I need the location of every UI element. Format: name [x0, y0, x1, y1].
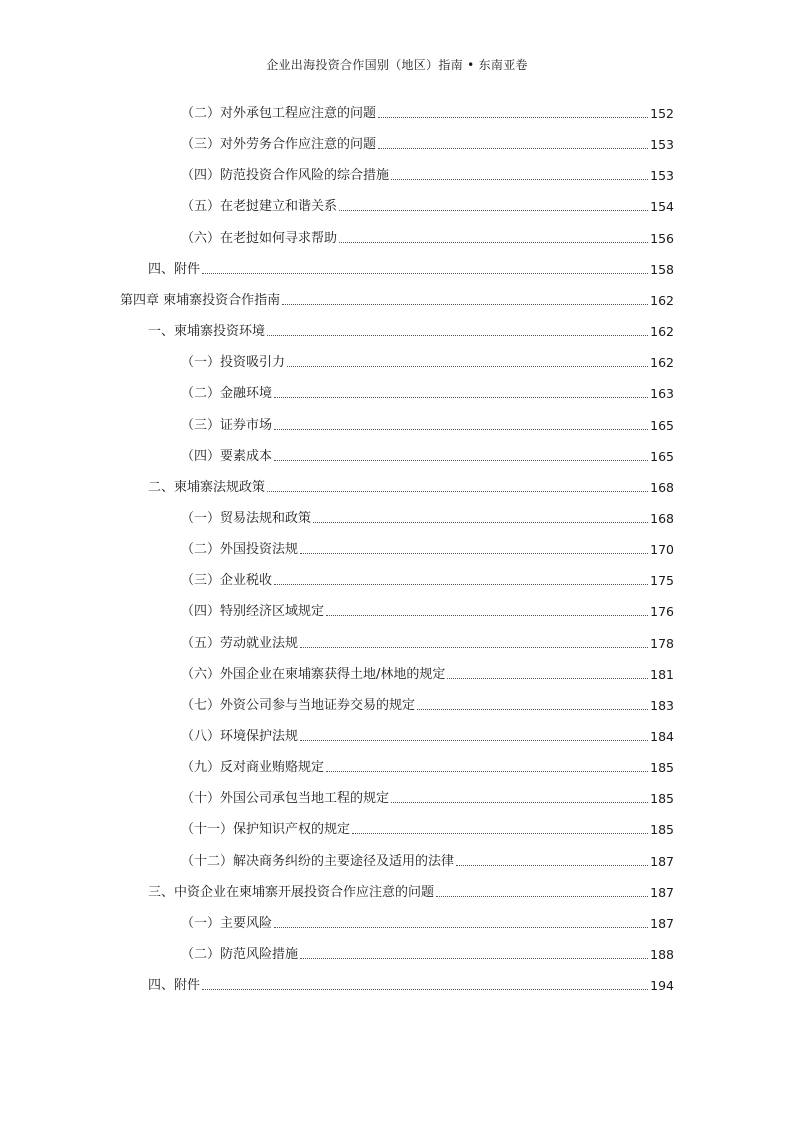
toc-entry-page-number: 175: [650, 573, 674, 589]
dot-leader: [274, 584, 648, 585]
toc-entry-page-number: 152: [650, 106, 674, 121]
toc-entry[interactable]: [0, 538, 674, 558]
toc-entry[interactable]: [0, 787, 674, 807]
dot-leader: [274, 927, 648, 928]
dot-leader: [339, 210, 648, 211]
toc-entry-title: 三、中资企业在柬埔寨开展投资合作应注意的问题: [148, 884, 435, 900]
dot-leader: [274, 460, 648, 461]
toc-entry-title: （三）企业税收: [181, 573, 273, 589]
toc-entry-title: 四、附件: [148, 978, 201, 994]
toc-entry-title: （一）贸易法规和政策: [181, 510, 312, 526]
toc-entry[interactable]: [0, 850, 674, 870]
toc-entry[interactable]: [0, 320, 674, 340]
toc-entry-page-number: 165: [650, 448, 674, 464]
toc-entry-page-number: 184: [650, 729, 674, 744]
toc-entry[interactable]: [0, 756, 674, 776]
toc-entry-page-number: 162: [650, 355, 674, 371]
toc-entry-title: （十）外国公司承包当地工程的规定: [181, 791, 390, 807]
toc-entry-page-number: 162: [650, 292, 674, 308]
toc-entry[interactable]: [0, 102, 674, 122]
toc-entry-page-number: 153: [650, 168, 674, 184]
toc-entry-title: 二、柬埔寨法规政策: [148, 479, 266, 495]
toc-entry[interactable]: [0, 289, 674, 309]
toc-entry-title: 第四章 柬埔寨投资合作指南: [120, 292, 281, 308]
dot-leader: [202, 989, 648, 990]
toc-entry-title: （九）反对商业贿赂规定: [181, 760, 325, 776]
toc-entry[interactable]: [0, 912, 674, 932]
toc-entry[interactable]: [0, 600, 674, 620]
dot-leader: [282, 304, 648, 305]
toc-entry-page-number: 162: [650, 324, 674, 340]
toc-entry-title: （三）证券市场: [181, 417, 273, 433]
toc-entry-page-number: 185: [650, 760, 674, 776]
toc-entry-page-number: 163: [650, 386, 674, 402]
toc-entry[interactable]: [0, 694, 674, 714]
dot-leader: [287, 366, 648, 367]
toc-entry-page-number: 178: [650, 635, 674, 651]
toc-entry-page-number: 187: [650, 915, 674, 931]
toc-entry-title: （七）外资公司参与当地证券交易的规定: [181, 697, 416, 713]
toc-entry[interactable]: [0, 476, 674, 496]
toc-entry-title: 四、附件: [148, 261, 201, 277]
toc-entry[interactable]: [0, 133, 674, 153]
dot-leader: [326, 615, 648, 616]
toc-entry[interactable]: [0, 974, 674, 994]
toc-entry[interactable]: [0, 663, 674, 683]
toc-entry-page-number: 185: [650, 822, 674, 838]
running-header: 企业出海投资合作国别（地区）指南 • 东南亚卷: [266, 58, 528, 72]
dot-leader: [267, 335, 648, 336]
toc-entry[interactable]: [0, 943, 674, 963]
toc-entry-page-number: 168: [650, 510, 674, 526]
toc-entry-title: （二）对外承包工程应注意的问题: [181, 106, 377, 121]
toc-entry-title: （八）环境保护法规: [181, 729, 299, 744]
toc-entry-page-number: 187: [650, 853, 674, 869]
dot-leader: [313, 522, 648, 523]
toc-entry[interactable]: [0, 818, 674, 838]
dot-leader: [202, 273, 648, 274]
toc-entry[interactable]: [0, 164, 674, 184]
toc-entry-page-number: 170: [650, 542, 674, 558]
toc-entry-title: （十一）保护知识产权的规定: [181, 822, 351, 838]
toc-entry-page-number: 154: [650, 199, 674, 215]
toc-entry-title: （四）要素成本: [181, 448, 273, 464]
toc-entry[interactable]: [0, 414, 674, 434]
toc-entry-page-number: 153: [650, 137, 674, 153]
toc-entry[interactable]: [0, 258, 674, 278]
toc-entry-page-number: 156: [650, 230, 674, 246]
toc-entry-title: （六）在老挝如何寻求帮助: [181, 230, 338, 246]
toc-entry-title: （三）对外劳务合作应注意的问题: [181, 137, 377, 153]
dot-leader: [447, 678, 648, 679]
dot-leader: [391, 802, 648, 803]
toc-entry-title: （十二）解决商务纠纷的主要途径及适用的法律: [181, 853, 455, 869]
toc-entry-page-number: 181: [650, 666, 674, 682]
toc-entry-page-number: 185: [650, 791, 674, 807]
toc-entry-page-number: 187: [650, 884, 674, 900]
toc-entry-page-number: 183: [650, 697, 674, 713]
toc-entry[interactable]: [0, 507, 674, 527]
dot-leader: [391, 179, 648, 180]
toc-entry-page-number: 176: [650, 604, 674, 620]
toc-entry-title: （五）劳动就业法规: [181, 635, 299, 651]
dot-leader: [300, 740, 648, 741]
toc-entry-title: （二）金融环境: [181, 386, 273, 402]
dot-leader: [352, 833, 648, 834]
dot-leader: [267, 491, 648, 492]
dot-leader: [378, 117, 648, 118]
toc-entry-page-number: 165: [650, 417, 674, 433]
toc-entry-title: （四）特别经济区域规定: [181, 604, 325, 620]
toc-entry[interactable]: [0, 445, 674, 465]
toc-entry-title: （五）在老挝建立和谐关系: [181, 199, 338, 215]
dot-leader: [436, 896, 648, 897]
toc-entry[interactable]: [0, 881, 674, 901]
toc-entry-title: （四）防范投资合作风险的综合措施: [181, 168, 390, 184]
toc-entry-title: （六）外国企业在柬埔寨获得土地/林地的规定: [181, 666, 446, 682]
toc-entry-page-number: 168: [650, 479, 674, 495]
toc-entry[interactable]: [0, 382, 674, 402]
dot-leader: [339, 242, 648, 243]
dot-leader: [456, 865, 648, 866]
toc-entry[interactable]: [0, 351, 674, 371]
dot-leader: [326, 771, 648, 772]
toc-entry[interactable]: [0, 569, 674, 589]
dot-leader: [300, 647, 648, 648]
toc-entry[interactable]: [0, 725, 674, 745]
dot-leader: [274, 429, 648, 430]
toc-entry[interactable]: [0, 227, 674, 247]
dot-leader: [378, 148, 648, 149]
dot-leader: [300, 958, 648, 959]
toc-entry-title: （二）防范风险措施: [181, 947, 299, 963]
toc-entry-page-number: 158: [650, 261, 674, 277]
toc-entry-title: （一）主要风险: [181, 915, 273, 931]
dot-leader: [274, 397, 648, 398]
toc-entry-title: （一）投资吸引力: [181, 355, 286, 371]
toc-entry-title: 一、柬埔寨投资环境: [148, 324, 266, 340]
toc-entry-page-number: 194: [650, 978, 674, 994]
toc-entry-title: （二）外国投资法规: [181, 542, 299, 558]
toc-entry[interactable]: [0, 195, 674, 215]
dot-leader: [300, 553, 648, 554]
toc-entry[interactable]: [0, 632, 674, 652]
dot-leader: [417, 709, 648, 710]
toc-entry-page-number: 188: [650, 947, 674, 963]
